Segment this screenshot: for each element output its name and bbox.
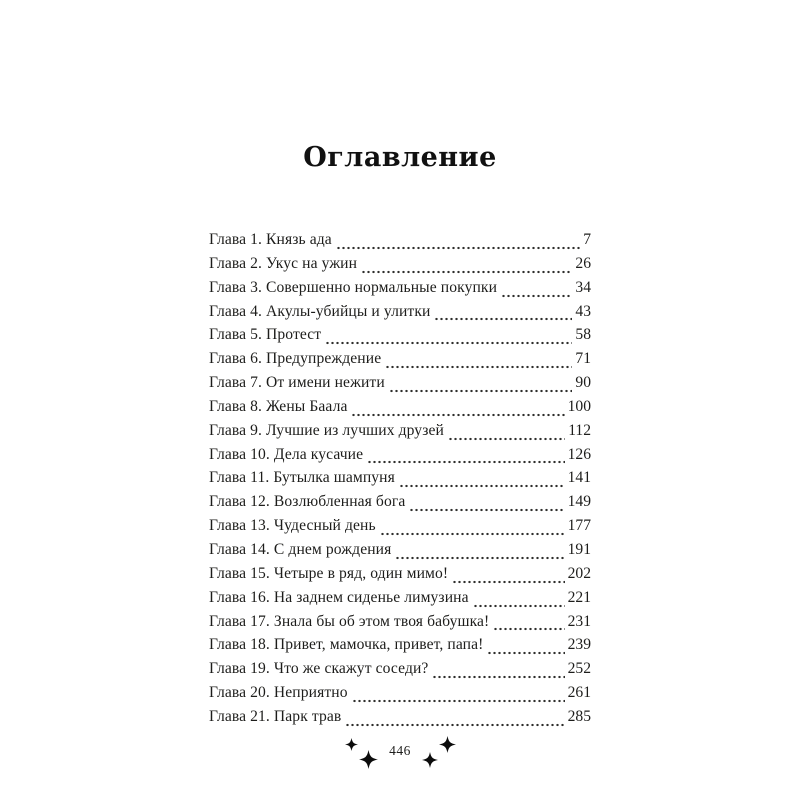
dot-leader bbox=[361, 255, 572, 279]
dot-leader bbox=[325, 326, 572, 350]
toc-entry bbox=[209, 565, 591, 589]
chapter-label: Глава 20. Неприятно bbox=[209, 684, 348, 702]
sparkle-ornament-right bbox=[417, 733, 461, 777]
page-number: 141 bbox=[567, 469, 591, 487]
chapter-label: Глава 16. На заднем сиденье лимузина bbox=[209, 588, 469, 606]
dot-leader bbox=[473, 589, 565, 613]
toc-entry bbox=[209, 589, 591, 613]
page-number: 231 bbox=[567, 612, 591, 630]
dot-leader bbox=[389, 374, 573, 398]
dot-leader bbox=[448, 422, 565, 446]
chapter-label: Глава 18. Привет, мамочка, привет, папа! bbox=[209, 636, 484, 654]
toc-entry bbox=[209, 493, 591, 517]
dot-leader bbox=[434, 303, 572, 327]
page-number: 112 bbox=[568, 421, 591, 439]
dot-leader bbox=[351, 398, 564, 422]
chapter-label: Глава 14. С днем рождения bbox=[209, 540, 392, 558]
page-footer bbox=[0, 733, 800, 779]
toc-entry bbox=[209, 279, 591, 303]
toc-entry bbox=[209, 374, 591, 398]
page-number: 43 bbox=[575, 302, 591, 320]
page-number: 177 bbox=[567, 517, 591, 535]
toc-entry bbox=[209, 613, 591, 637]
dot-leader bbox=[380, 517, 565, 541]
page-number: 71 bbox=[575, 350, 591, 368]
toc-entry bbox=[209, 708, 591, 732]
dot-leader bbox=[501, 279, 572, 303]
chapter-label: Глава 2. Укус на ужин bbox=[209, 254, 358, 272]
page-number: 58 bbox=[575, 326, 591, 344]
toc-entry bbox=[209, 636, 591, 660]
dot-leader bbox=[493, 613, 564, 637]
footer-page-number: 446 bbox=[389, 743, 411, 758]
toc-entry bbox=[209, 469, 591, 493]
chapter-label: Глава 13. Чудесный день bbox=[209, 517, 376, 535]
sparkle-icon bbox=[345, 738, 358, 751]
page-title: Оглавление bbox=[303, 142, 497, 174]
toc-entry bbox=[209, 660, 591, 684]
dot-leader bbox=[345, 708, 564, 732]
chapter-label: Глава 1. Князь ада bbox=[209, 231, 332, 248]
chapter-label: Глава 19. Что же скажут соседи? bbox=[209, 660, 429, 678]
sparkle-icon bbox=[359, 750, 378, 769]
toc-entry bbox=[209, 446, 591, 470]
toc-entry bbox=[209, 398, 591, 422]
toc-entry bbox=[209, 350, 591, 374]
page-number: 202 bbox=[567, 564, 591, 582]
dot-leader bbox=[409, 493, 564, 517]
sparkle-icon bbox=[439, 736, 456, 753]
page-number: 191 bbox=[567, 540, 591, 558]
page-number: 100 bbox=[567, 397, 591, 415]
toc-entry bbox=[209, 326, 591, 350]
sparkle-ornament-left bbox=[339, 733, 383, 777]
dot-leader bbox=[385, 350, 572, 374]
toc-entry bbox=[209, 422, 591, 446]
page-number: 34 bbox=[575, 278, 591, 296]
page-number: 149 bbox=[567, 493, 591, 511]
dot-leader bbox=[432, 660, 564, 684]
chapter-label: Глава 8. Жены Баала bbox=[209, 397, 348, 415]
chapter-label: Глава 3. Совершенно нормальные покупки bbox=[209, 278, 498, 296]
page-number: 26 bbox=[575, 254, 591, 272]
toc-list bbox=[209, 231, 591, 732]
toc-entry bbox=[209, 684, 591, 708]
chapter-label: Глава 17. Знала бы об этом твоя бабушка! bbox=[209, 612, 490, 630]
toc-entry bbox=[209, 255, 591, 279]
page-number: 126 bbox=[567, 445, 591, 463]
chapter-label: Глава 12. Возлюбленная бога bbox=[209, 493, 406, 511]
chapter-label: Глава 15. Четыре в ряд, один мимо! bbox=[209, 564, 449, 582]
page-number: 7 bbox=[583, 231, 591, 248]
chapter-label: Глава 21. Парк трав bbox=[209, 707, 342, 725]
toc-entry bbox=[209, 303, 591, 327]
dot-leader bbox=[399, 469, 565, 493]
dot-leader bbox=[336, 231, 580, 255]
chapter-label: Глава 5. Протест bbox=[209, 326, 322, 344]
sparkle-icon bbox=[422, 752, 438, 768]
dot-leader bbox=[452, 565, 564, 589]
dot-leader bbox=[352, 684, 565, 708]
dot-leader bbox=[395, 541, 564, 565]
chapter-label: Глава 7. От имени нежити bbox=[209, 374, 385, 392]
page-number: 252 bbox=[567, 660, 591, 678]
toc-entry bbox=[209, 541, 591, 565]
chapter-label: Глава 9. Лучшие из лучших друзей bbox=[209, 421, 444, 439]
toc-entry bbox=[209, 231, 591, 255]
chapter-label: Глава 6. Предупреждение bbox=[209, 350, 382, 368]
chapter-label: Глава 11. Бутылка шампуня bbox=[209, 469, 395, 487]
chapter-label: Глава 4. Акулы-убийцы и улитки bbox=[209, 302, 431, 320]
toc-entry bbox=[209, 517, 591, 541]
dot-leader bbox=[367, 446, 564, 470]
page-number: 90 bbox=[575, 374, 591, 392]
page-number: 261 bbox=[567, 684, 591, 702]
page-number: 285 bbox=[567, 707, 591, 725]
page-number: 239 bbox=[567, 636, 591, 654]
chapter-label: Глава 10. Дела кусачие bbox=[209, 445, 364, 463]
page-number: 221 bbox=[567, 588, 591, 606]
dot-leader bbox=[487, 636, 564, 660]
